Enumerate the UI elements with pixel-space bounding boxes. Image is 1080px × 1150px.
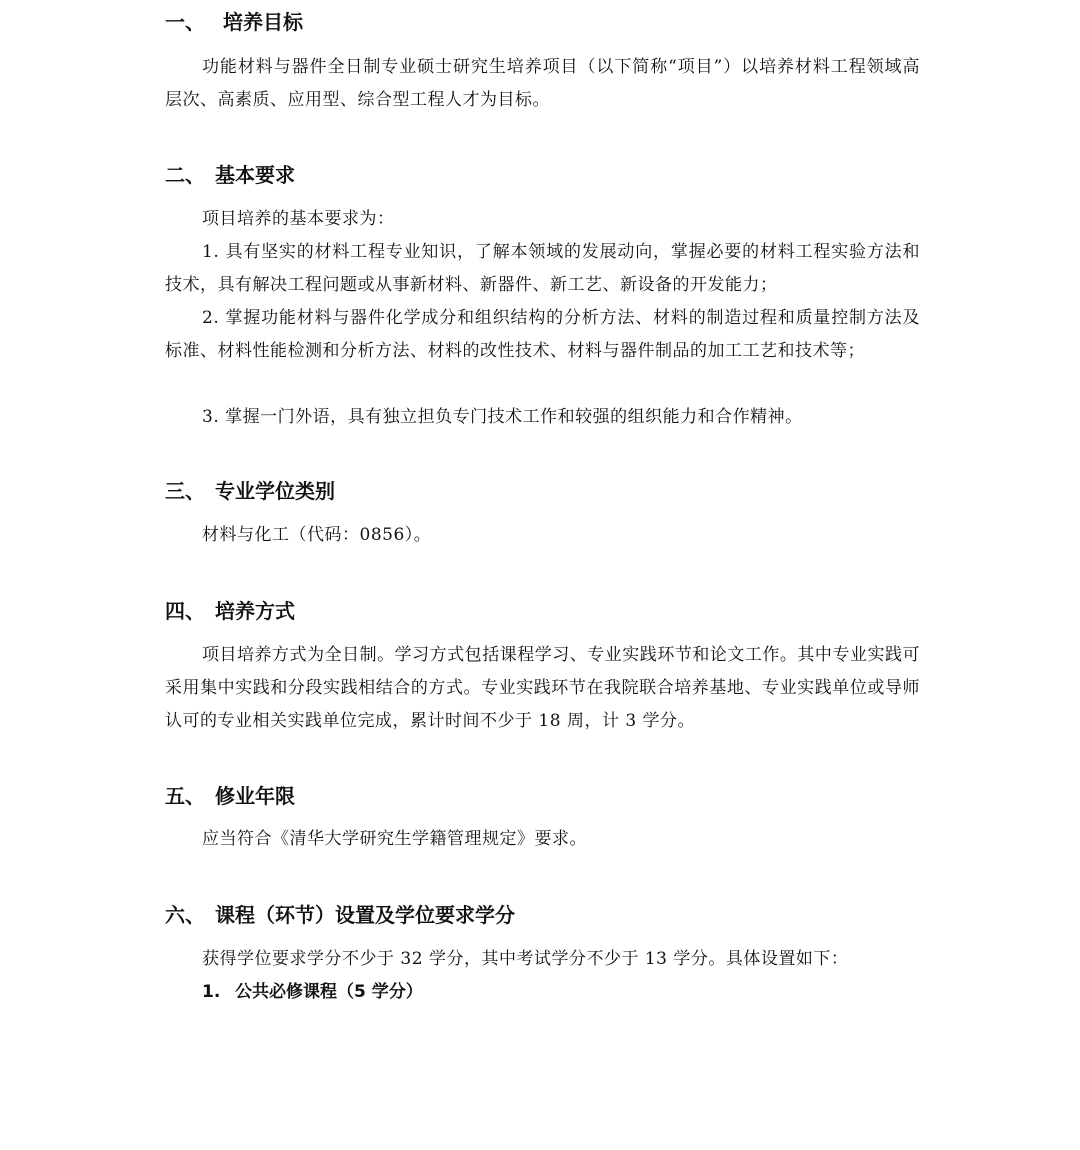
section-title: 课程（环节）设置及学位要求学分 <box>215 903 515 927</box>
degree-type-text: 材料与化工（代码：0856）。 <box>202 525 432 545</box>
section-title: 专业学位类别 <box>215 479 335 503</box>
subheading-title: 公共必修课程（5 学分） <box>235 982 423 1002</box>
requirement-item-1: 1. 具有坚实的材料工程专业知识，了解本领域的发展动向，掌握必要的材料工程实验方法和技术，具有解决工程问题或从事新材料、新器件、新工艺、新设备的开发能力； <box>165 242 920 295</box>
duration-text: 应当符合《清华大学研究生学籍管理规定》要求。 <box>202 829 587 849</box>
section-heading-requirements <box>165 161 295 189</box>
section-number: 四、 <box>165 599 205 623</box>
requirements-intro: 项目培养的基本要求为： <box>202 209 395 229</box>
courses-intro: 获得学位要求学分不少于 32 学分，其中考试学分不少于 13 学分。具体设置如下： <box>202 949 849 969</box>
subheading-public-required-courses <box>202 976 423 1009</box>
section-number: 一、 <box>165 10 205 34</box>
section-heading-duration <box>165 782 295 810</box>
paragraph-goals: 功能材料与器件全日制专业硕士研究生培养项目（以下简称“项目”）以培养材料工程领域高层次、高素质、应用型、综合型工程人才为目标。 <box>165 57 920 110</box>
paragraph-training-mode: 项目培养方式为全日制。学习方式包括课程学习、专业实践环节和论文工作。其中专业实践可采用集中实践和分段实践相结合的方式。专业实践环节在我院联合培养基地、专业实践单位或导师认可的专业相关实践单位完成，累计时间不少于 18 周，计 3 学分。 <box>165 645 920 731</box>
requirement-item-3: 3. 掌握一门外语，具有独立担负专门技术工作和较强的组织能力和合作精神。 <box>202 407 803 427</box>
subheading-number: 1. <box>202 982 221 1002</box>
section-heading-training-mode <box>165 597 295 625</box>
section-heading-goals <box>165 8 303 36</box>
section-number: 五、 <box>165 784 205 808</box>
section-number: 三、 <box>165 479 205 503</box>
section-number: 二、 <box>165 163 205 187</box>
section-title: 培养目标 <box>223 10 303 34</box>
requirement-item-2: 2. 掌握功能材料与器件化学成分和组织结构的分析方法、材料的制造过程和质量控制方法及标准、材料性能检测和分析方法、材料的改性技术、材料与器件制品的加工工艺和技术等； <box>165 308 920 361</box>
section-heading-degree-type <box>165 477 335 505</box>
section-number: 六、 <box>165 903 205 927</box>
section-title: 基本要求 <box>215 163 295 187</box>
section-title: 培养方式 <box>215 599 295 623</box>
section-heading-courses <box>165 901 515 929</box>
section-title: 修业年限 <box>215 784 295 808</box>
